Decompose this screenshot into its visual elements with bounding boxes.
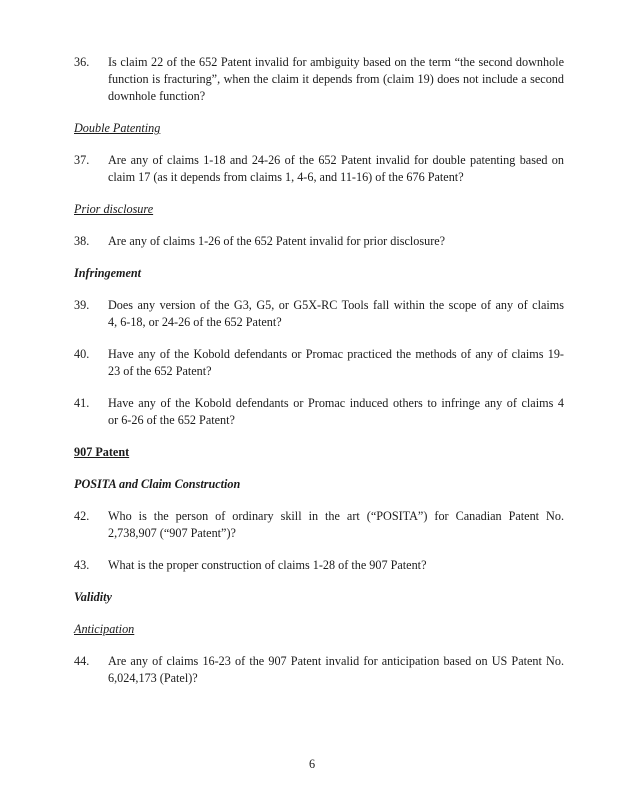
- question-line: Are any of claims 1-26 of the 652 Patent invalid for prior disclosure?: [108, 234, 446, 248]
- question-line: Does any version of the G3, G5, or G5X-RC Tools fall within the scope of any of claims: [108, 298, 564, 312]
- question-item-40: [74, 346, 564, 380]
- question-item-41: [74, 395, 564, 429]
- question-number: 44.: [74, 654, 90, 668]
- section-heading-validity: Validity: [74, 590, 112, 604]
- question-number: 42.: [74, 509, 90, 523]
- question-line: Have any of the Kobold defendants or Promac induced others to infringe any of claims 4: [108, 396, 564, 410]
- question-line: downhole function?: [108, 89, 206, 103]
- question-line: 2,738,907 (“907 Patent”)?: [108, 526, 236, 540]
- question-number: 36.: [74, 55, 90, 69]
- section-heading-prior-disclosure: Prior disclosure: [74, 202, 154, 216]
- page-number: 6: [308, 757, 316, 771]
- question-number: 39.: [74, 298, 90, 312]
- question-item-42: [74, 508, 564, 542]
- section-heading-posita-claim-construction: POSITA and Claim Construction: [74, 477, 241, 491]
- question-number: 43.: [74, 558, 90, 572]
- section-heading-907-patent: 907 Patent: [74, 445, 130, 459]
- section-heading-infringement: Infringement: [74, 266, 142, 280]
- document-body: [74, 54, 564, 702]
- question-line: Is claim 22 of the 652 Patent invalid for ambiguity based on the term “the second downhole: [108, 55, 564, 69]
- question-line: 6,024,173 (Patel)?: [108, 671, 198, 685]
- question-line: Who is the person of ordinary skill in the art (“POSITA”) for Canadian Patent No.: [108, 509, 564, 523]
- question-line: 23 of the 652 Patent?: [108, 364, 212, 378]
- question-number: 41.: [74, 396, 90, 410]
- question-line: or 6-26 of the 652 Patent?: [108, 413, 235, 427]
- question-number: 37.: [74, 153, 90, 167]
- question-line: 4, 6-18, or 24-26 of the 652 Patent?: [108, 315, 282, 329]
- question-line: Are any of claims 16-23 of the 907 Patent invalid for anticipation based on US Patent No.: [108, 654, 564, 668]
- question-line: function is fracturing”, when the claim it depends from (claim 19) does not include a second: [108, 72, 564, 86]
- section-heading-double-patenting: Double Patenting: [74, 121, 161, 135]
- question-item-39: [74, 297, 564, 331]
- question-item-44: [74, 653, 564, 687]
- question-item-36: [74, 54, 564, 105]
- question-line: claim 17 (as it depends from claims 1, 4-6, and 11-16) of the 676 Patent?: [108, 170, 464, 184]
- question-line: Have any of the Kobold defendants or Promac practiced the methods of any of claims 19-: [108, 347, 564, 361]
- question-line: Are any of claims 1-18 and 24-26 of the 652 Patent invalid for double patenting based on: [108, 153, 564, 167]
- question-item-43: [74, 557, 564, 574]
- question-item-38: [74, 233, 564, 250]
- question-item-37: [74, 152, 564, 186]
- question-number: 38.: [74, 234, 90, 248]
- question-line: What is the proper construction of claims 1-28 of the 907 Patent?: [108, 558, 427, 572]
- section-heading-anticipation: Anticipation: [74, 622, 135, 636]
- question-number: 40.: [74, 347, 90, 361]
